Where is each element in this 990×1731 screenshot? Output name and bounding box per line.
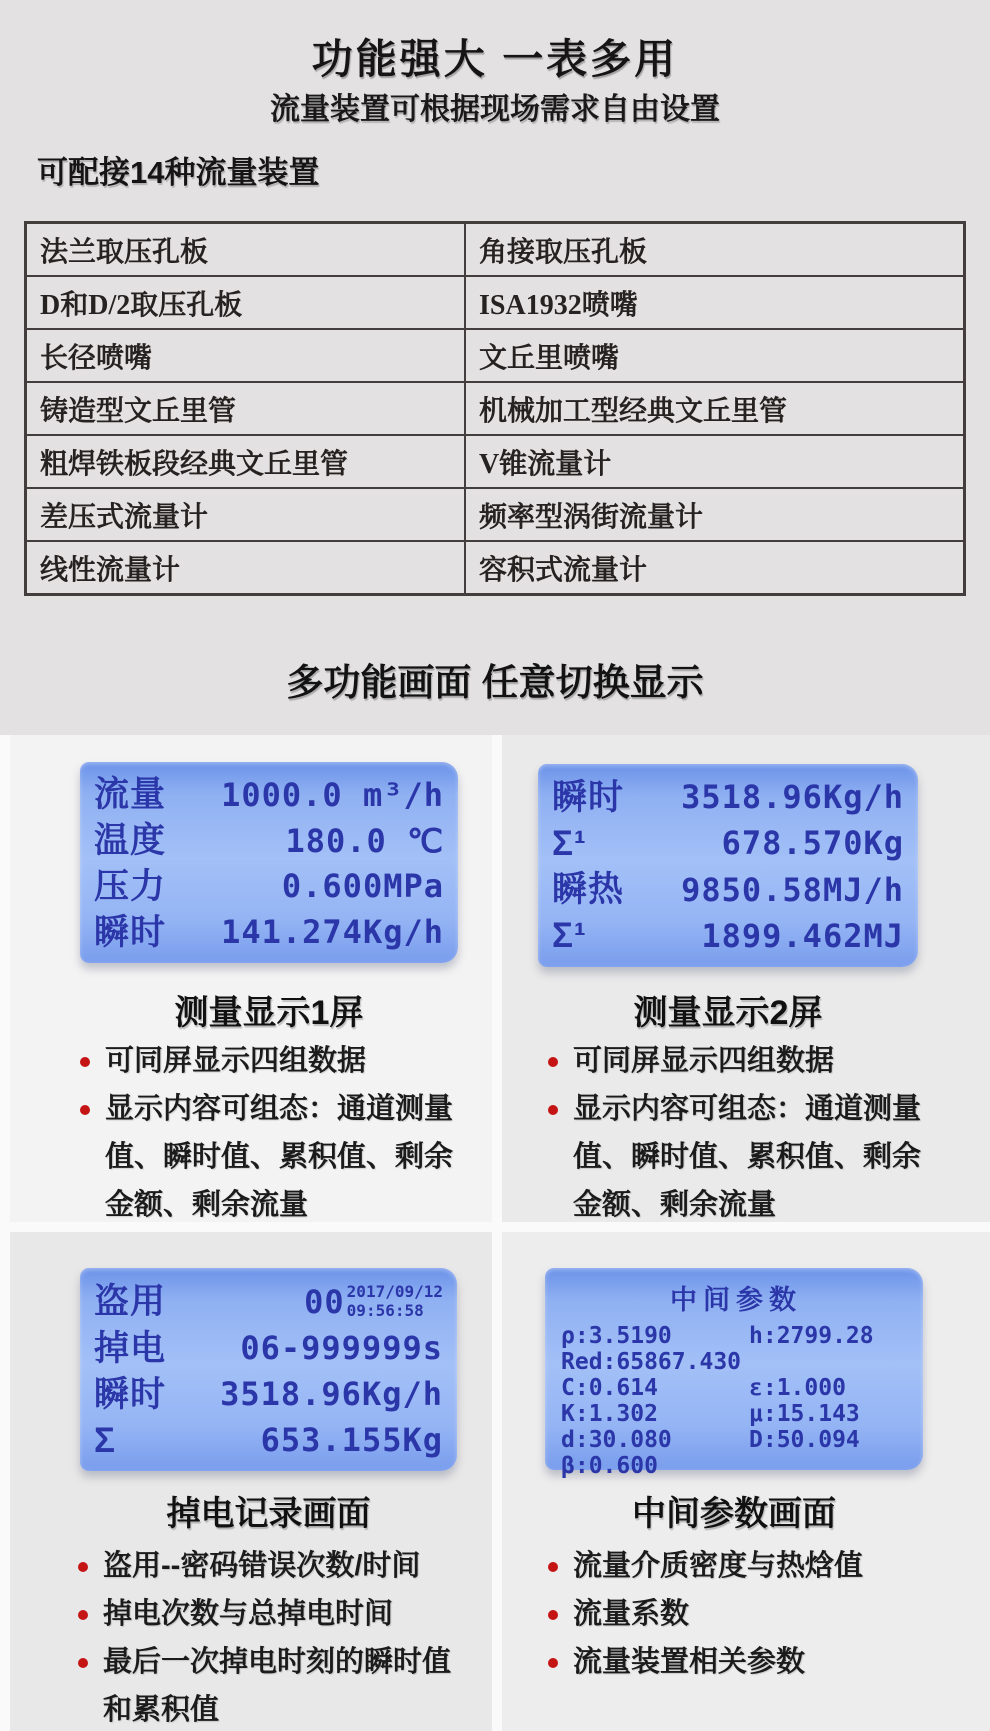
lcd-row	[94, 912, 444, 952]
screens-grid	[0, 735, 990, 1731]
page-title: 功能强大 一表多用	[311, 36, 679, 82]
lcd-param: C:0.614	[561, 1375, 658, 1401]
lcd-param: K:1.302	[561, 1401, 658, 1427]
table-cell: 长径喷嘴	[26, 329, 466, 382]
lcd-value: 1899.462MJ	[701, 916, 904, 955]
feature-item: 掉电次数与总掉电时间	[103, 1590, 451, 1638]
feature-list	[573, 1037, 921, 1222]
lcd-param: β:0.600	[561, 1453, 658, 1479]
lcd-label: Σ¹	[552, 916, 587, 956]
lcd-screen-parameters	[545, 1268, 923, 1479]
table-cell: 粗焊铁板段经典文丘里管	[26, 435, 466, 488]
lcd-value: 180.0 ℃	[285, 821, 444, 860]
screen-caption: 中间参数画面	[632, 1495, 836, 1533]
table-cell: 线性流量计	[26, 541, 466, 595]
lcd-param: ρ:3.5190	[561, 1323, 672, 1349]
table-row	[26, 276, 965, 329]
feature-item-continuation: 值、瞬时值、累积值、剩余	[573, 1141, 922, 1173]
lcd-row	[552, 777, 904, 817]
device-table	[24, 221, 966, 596]
table-row	[26, 435, 965, 488]
lcd-row	[94, 1374, 443, 1414]
feature-list	[105, 1037, 453, 1222]
lcd-screen-powerdown	[80, 1268, 457, 1471]
table-cell: 文丘里喷嘴	[465, 329, 965, 382]
lcd-value: 0.600MPa	[281, 867, 444, 906]
lcd-param-row	[561, 1401, 911, 1427]
screen-card-measure1	[10, 735, 492, 1222]
lcd-value: 06-999999s	[240, 1329, 443, 1368]
lcd-label: Σ	[94, 1420, 117, 1460]
lcd-value: 678.570Kg	[721, 824, 904, 863]
lcd-title: 中间参数	[670, 1285, 802, 1315]
lcd-param-row	[561, 1349, 911, 1375]
table-cell: 机械加工型经典文丘里管	[465, 382, 965, 435]
lcd-param: d:30.080	[561, 1427, 672, 1453]
lcd-screen-measure2	[538, 764, 918, 967]
lcd-label: 温度	[94, 821, 167, 861]
feature-item-continuation: 金额、剩余流量	[573, 1189, 777, 1221]
feature-item: 可同屏显示四组数据	[573, 1037, 921, 1085]
lcd-date: 2017/09/12	[346, 1282, 443, 1302]
lcd-row	[552, 916, 904, 956]
table-cell: 角接取压孔板	[465, 223, 965, 277]
feature-item: 流量介质密度与热焓值	[573, 1542, 863, 1590]
screens-section-heading: 多功能画面 任意切换显示	[286, 662, 704, 703]
feature-item: 流量装置相关参数	[573, 1638, 863, 1686]
screen-caption: 测量显示1屏	[174, 994, 364, 1032]
lcd-screen-measure1	[80, 762, 458, 963]
lcd-value: 3518.96Kg/h	[681, 778, 904, 817]
lcd-label: Σ¹	[552, 823, 587, 863]
screen-caption: 掉电记录画面	[166, 1495, 371, 1533]
lcd-param: μ:15.143	[749, 1401, 860, 1427]
table-cell: 铸造型文丘里管	[26, 382, 466, 435]
lcd-datetime	[347, 1283, 443, 1320]
lcd-label: 瞬时	[94, 1374, 167, 1414]
lcd-row	[94, 1328, 443, 1368]
lcd-time: 09:56:58	[346, 1300, 424, 1320]
lcd-row	[94, 866, 444, 906]
lcd-param: h:2799.28	[749, 1323, 874, 1349]
feature-item-continuation: 和累积值	[103, 1694, 220, 1726]
screen-card-powerdown	[10, 1232, 492, 1731]
lcd-param: Red:65867.430	[561, 1349, 742, 1375]
feature-list	[103, 1542, 451, 1731]
lcd-param: D:50.094	[749, 1427, 860, 1453]
lcd-value: 00	[304, 1282, 345, 1321]
device-table-heading: 可配接14种流量装置	[37, 155, 320, 190]
table-cell: 法兰取压孔板	[26, 223, 466, 277]
table-row	[26, 488, 965, 541]
lcd-value: 141.274Kg/h	[221, 913, 444, 952]
feature-item-continuation: 金额、剩余流量	[105, 1189, 309, 1221]
lcd-label: 盗用	[94, 1282, 167, 1322]
feature-item: 显示内容可组态：通道测量	[573, 1085, 921, 1133]
lcd-label: 流量	[94, 775, 167, 815]
lcd-row	[94, 1283, 443, 1320]
header-section	[0, 0, 990, 735]
feature-item: 可同屏显示四组数据	[105, 1037, 453, 1085]
lcd-value: 1000.0 m³/h	[221, 775, 444, 814]
table-cell: D和D/2取压孔板	[26, 276, 466, 329]
lcd-row	[94, 1420, 443, 1460]
table-row	[26, 541, 965, 595]
table-cell: 容积式流量计	[465, 541, 965, 595]
table-row	[26, 223, 965, 277]
lcd-label: 瞬时	[94, 912, 167, 952]
page-subtitle: 流量装置可根据现场需求自由设置	[270, 93, 720, 126]
feature-item: 显示内容可组态：通道测量	[105, 1085, 453, 1133]
lcd-param-row	[561, 1323, 911, 1349]
screen-card-parameters	[502, 1232, 990, 1731]
lcd-row	[552, 823, 904, 863]
lcd-value: 3518.96Kg/h	[220, 1375, 443, 1414]
screen-caption: 测量显示2屏	[633, 994, 823, 1032]
lcd-param-row	[561, 1375, 911, 1401]
table-row	[26, 382, 965, 435]
screen-card-measure2	[502, 735, 990, 1222]
lcd-param-row	[561, 1427, 911, 1453]
lcd-label: 瞬时	[552, 777, 625, 817]
table-cell: V锥流量计	[465, 435, 965, 488]
lcd-label: 压力	[94, 866, 167, 906]
lcd-param: ε:1.000	[749, 1375, 846, 1401]
feature-list	[573, 1542, 863, 1686]
table-cell: ISA1932喷嘴	[465, 276, 965, 329]
lcd-row	[552, 870, 904, 910]
feature-item: 最后一次掉电时刻的瞬时值	[103, 1638, 451, 1686]
feature-item: 流量系数	[573, 1590, 863, 1638]
table-cell: 频率型涡街流量计	[465, 488, 965, 541]
lcd-label: 瞬热	[552, 870, 625, 910]
lcd-label: 掉电	[94, 1328, 167, 1368]
lcd-row	[94, 775, 444, 815]
feature-item: 盗用--密码错误次数/时间	[103, 1542, 451, 1590]
lcd-value: 653.155Kg	[260, 1421, 443, 1460]
lcd-value: 9850.58MJ/h	[681, 870, 904, 909]
feature-item-continuation: 值、瞬时值、累积值、剩余	[105, 1141, 454, 1173]
lcd-param-row	[561, 1453, 911, 1479]
table-row	[26, 329, 965, 382]
table-cell: 差压式流量计	[26, 488, 466, 541]
lcd-row	[94, 821, 444, 861]
